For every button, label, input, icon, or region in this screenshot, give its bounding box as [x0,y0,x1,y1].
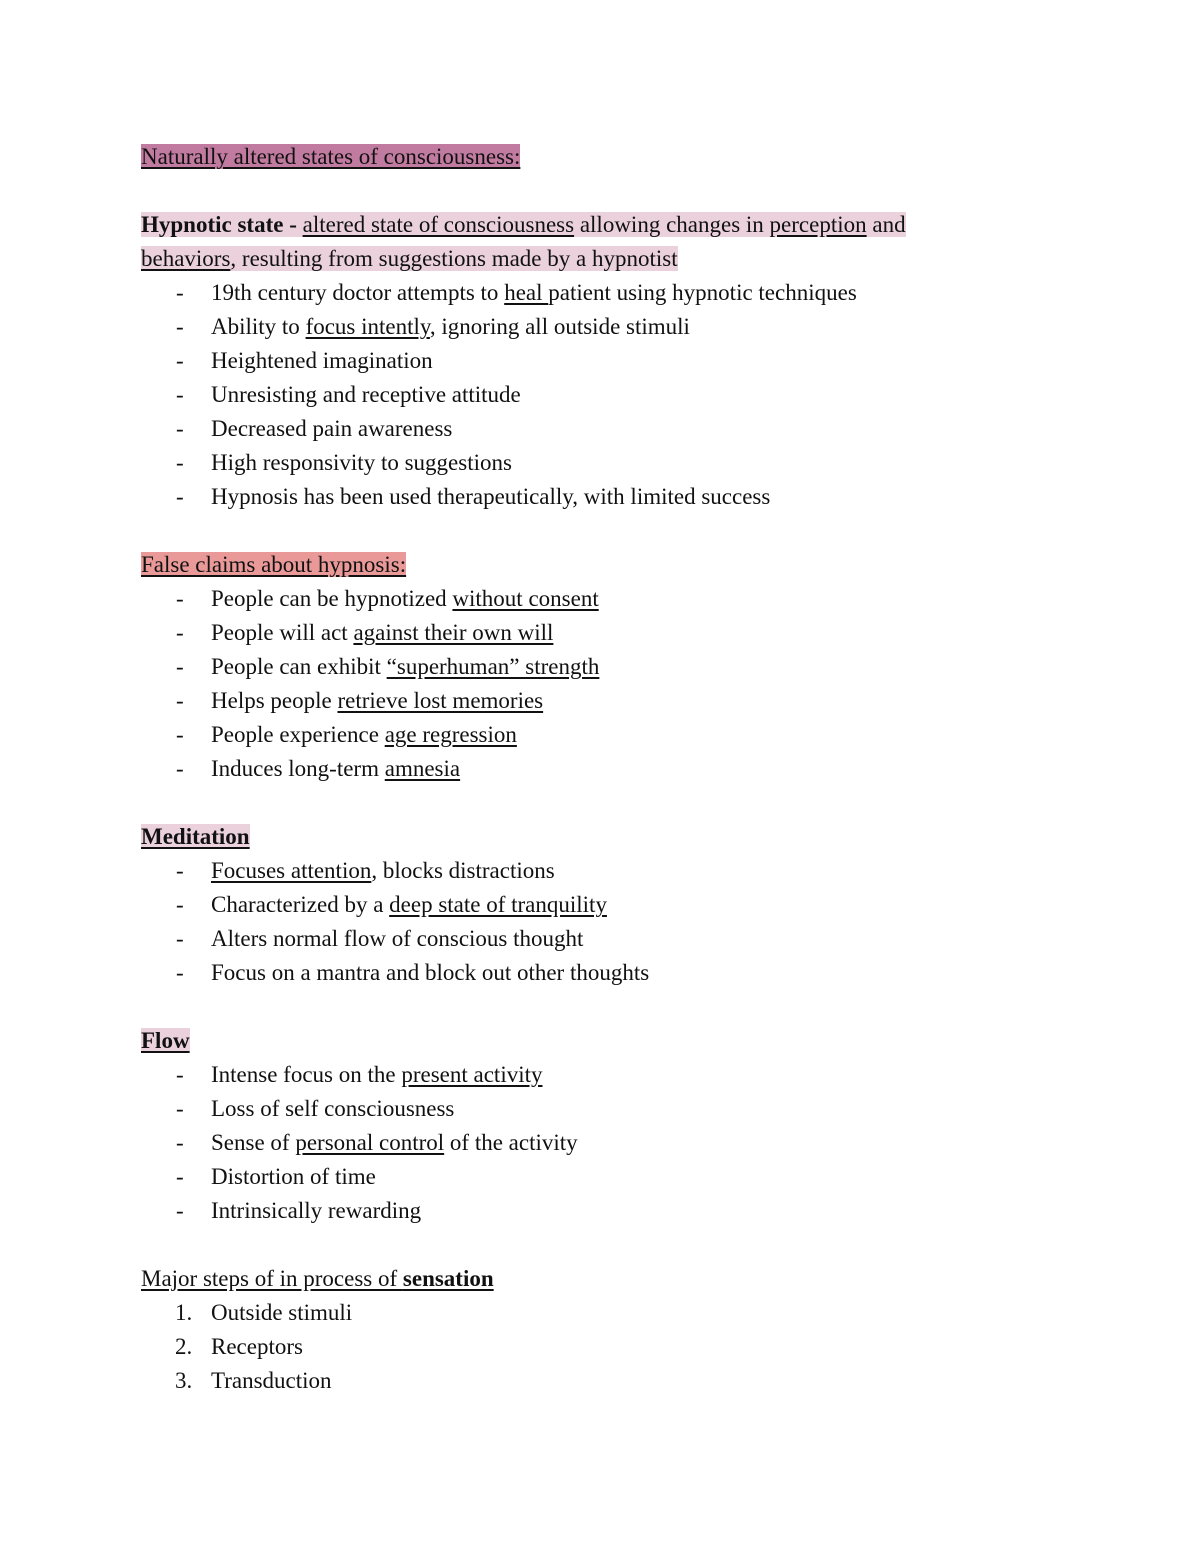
list-item: - Alters normal flow of conscious thought [176,926,584,951]
list-item: - Ability to focus intently, ignoring all outside stimuli [176,314,690,339]
false-claims-list [141,582,1041,786]
flow-heading-line [141,1024,1041,1058]
meditation-heading: Meditation [141,824,250,849]
sensation-heading-line [141,1262,1041,1296]
flow-list [141,1058,1041,1228]
sensation-heading: Major steps of in process of [141,1266,403,1291]
list-item: - Loss of self consciousness [176,1096,455,1121]
list-item: - 19th century doctor attempts to heal patient using hypnotic techniques [176,280,857,305]
def-underlined: altered state of consciousness [302,212,575,237]
list-item: - Characterized by a deep state of tranquility [176,892,607,917]
list-item: 3. Transduction [175,1368,332,1393]
list-item: - Helps people retrieve lost memories [176,688,544,713]
list-item: - Heightened imagination [176,348,433,373]
sensation-steps-list [141,1296,1041,1398]
hypnosis-definition-line1 [141,208,1041,242]
list-item: - People can be hypnotized without consent [176,586,599,611]
list-item: - Focus on a mantra and block out other thoughts [176,960,650,985]
doc-title-line [141,140,1041,174]
list-item: - Induces long-term amnesia [176,756,461,781]
def-underlined: perception [769,212,867,237]
meditation-list [141,854,1041,990]
list-item: - Intense focus on the present activity [176,1062,543,1087]
list-item: - Hypnosis has been used therapeutically, with limited success [176,484,771,509]
doc-title: Naturally altered states of consciousness: [141,144,521,169]
list-item: - Sense of personal control of the activity [176,1130,578,1155]
list-item: 1. Outside stimuli [175,1300,353,1325]
def-text: , resulting from suggestions made by a hypnotist [230,246,678,271]
false-claims-heading: False claims about hypnosis: [141,552,407,577]
list-item: - Unresisting and receptive attitude [176,382,521,407]
false-claims-heading-line [141,548,1041,582]
list-item: - People experience age regression [176,722,517,747]
list-item: - Decreased pain awareness [176,416,453,441]
def-underlined: behaviors [141,246,231,271]
list-item: - Focuses attention, blocks distractions [176,858,555,883]
def-text: and [866,212,906,237]
hypnosis-term: Hypnotic state - [141,212,303,237]
meditation-heading-line [141,820,1041,854]
hypnosis-list [141,276,1041,514]
list-item: - People will act against their own will [176,620,554,645]
list-item: 2. Receptors [175,1334,303,1359]
sensation-heading-bold: sensation [402,1266,494,1291]
flow-heading: Flow [141,1028,190,1053]
list-item: - High responsivity to suggestions [176,450,512,475]
list-item: - Intrinsically rewarding [176,1198,422,1223]
document-page [141,140,1041,1398]
list-item: - People can exhibit “superhuman” strength [176,654,600,679]
list-item: - Distortion of time [176,1164,376,1189]
hypnosis-definition-line2 [141,242,1041,276]
def-text: allowing changes in [574,212,770,237]
